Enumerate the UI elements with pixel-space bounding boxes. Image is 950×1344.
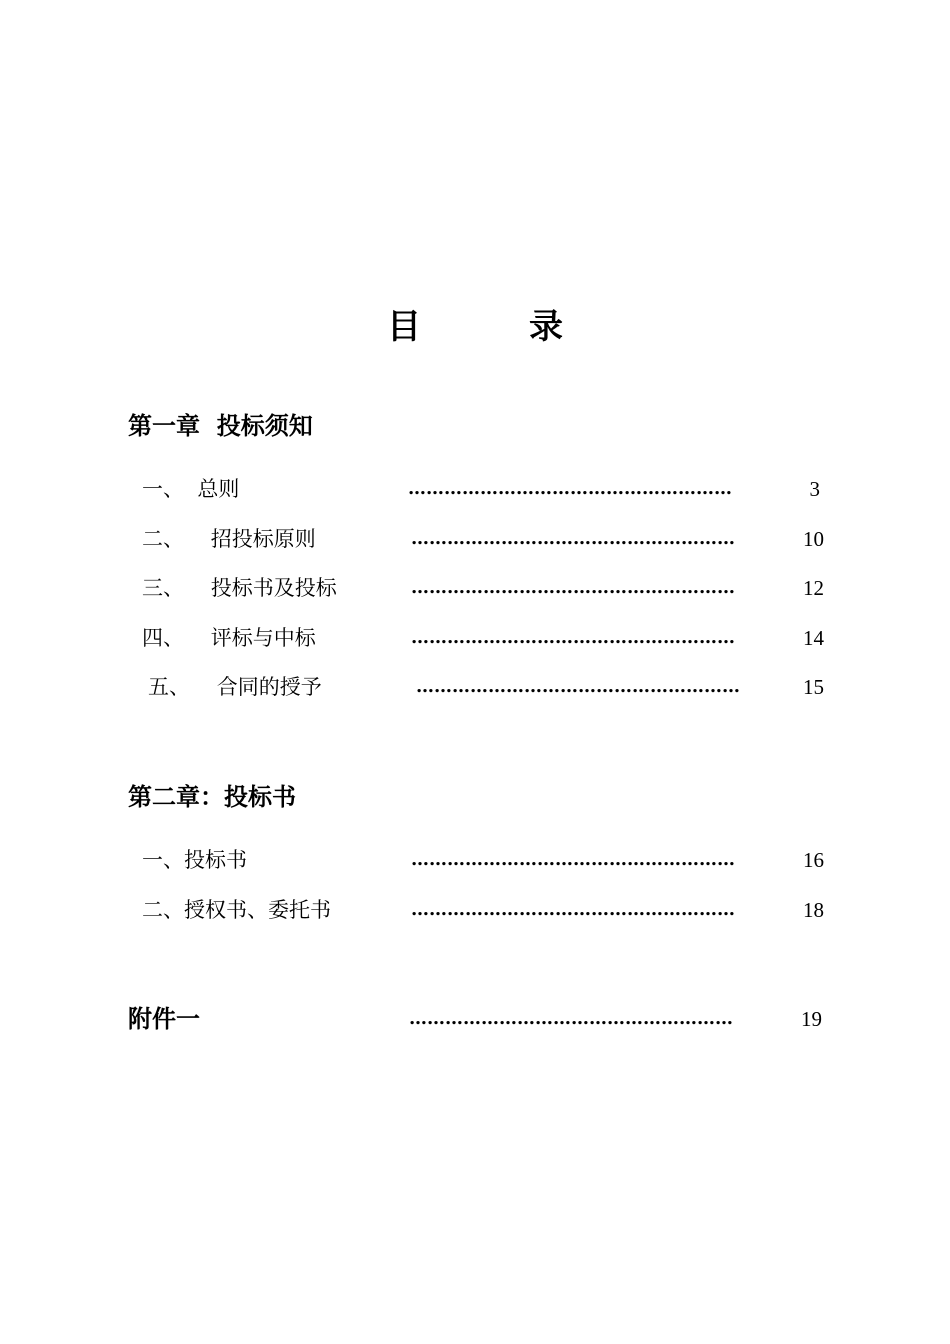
toc-leader-dots: ………………………………………………: [411, 849, 735, 870]
toc-entry[interactable]: [0, 622, 950, 654]
toc-page-number: 3: [809, 477, 820, 501]
toc-entry[interactable]: [0, 473, 950, 505]
toc-page-number: 16: [803, 848, 824, 872]
toc-page-number: 12: [803, 576, 824, 600]
toc-entry[interactable]: [0, 844, 950, 876]
toc-leader-dots: ………………………………………………: [408, 478, 732, 499]
toc-entry-label: 一、 总则: [142, 477, 240, 501]
chapter-2-heading: 第二章：投标书: [128, 783, 296, 811]
toc-page-number: 19: [801, 1007, 822, 1031]
toc-leader-dots: ………………………………………………: [411, 528, 735, 549]
toc-title-char-1: 目: [387, 307, 421, 347]
toc-page-number: 10: [803, 527, 824, 551]
toc-entry[interactable]: [0, 523, 950, 555]
toc-leader-dots: ………………………………………………: [411, 627, 735, 648]
toc-title: [0, 304, 950, 350]
toc-page-number: 14: [803, 626, 824, 650]
toc-entry-label: 二、授权书、委托书: [142, 898, 331, 922]
toc-entry-label: 四、 评标与中标: [142, 626, 316, 650]
toc-leader-dots: ………………………………………………: [411, 899, 735, 920]
toc-entry[interactable]: [0, 671, 950, 703]
chapter-1-heading: 第一章 投标须知: [128, 412, 313, 440]
toc-page-number: 18: [803, 898, 824, 922]
toc-entry-label: 一、投标书: [142, 848, 247, 872]
toc-entry-label: 二、 招投标原则: [142, 527, 316, 551]
toc-entry[interactable]: [0, 572, 950, 604]
toc-leader-dots: ………………………………………………: [409, 1008, 733, 1029]
toc-leader-dots: ………………………………………………: [411, 577, 735, 598]
appendix-label: 附件一: [128, 1005, 200, 1033]
toc-page-number: 15: [803, 675, 824, 699]
toc-entry-label: 五、 合同的授予: [148, 675, 322, 699]
toc-entry-label: 三、 投标书及投标: [142, 576, 337, 600]
toc-entry-appendix[interactable]: [0, 1003, 950, 1035]
toc-title-char-2: 录: [529, 307, 563, 347]
toc-entry[interactable]: [0, 894, 950, 926]
toc-leader-dots: ………………………………………………: [416, 676, 740, 697]
